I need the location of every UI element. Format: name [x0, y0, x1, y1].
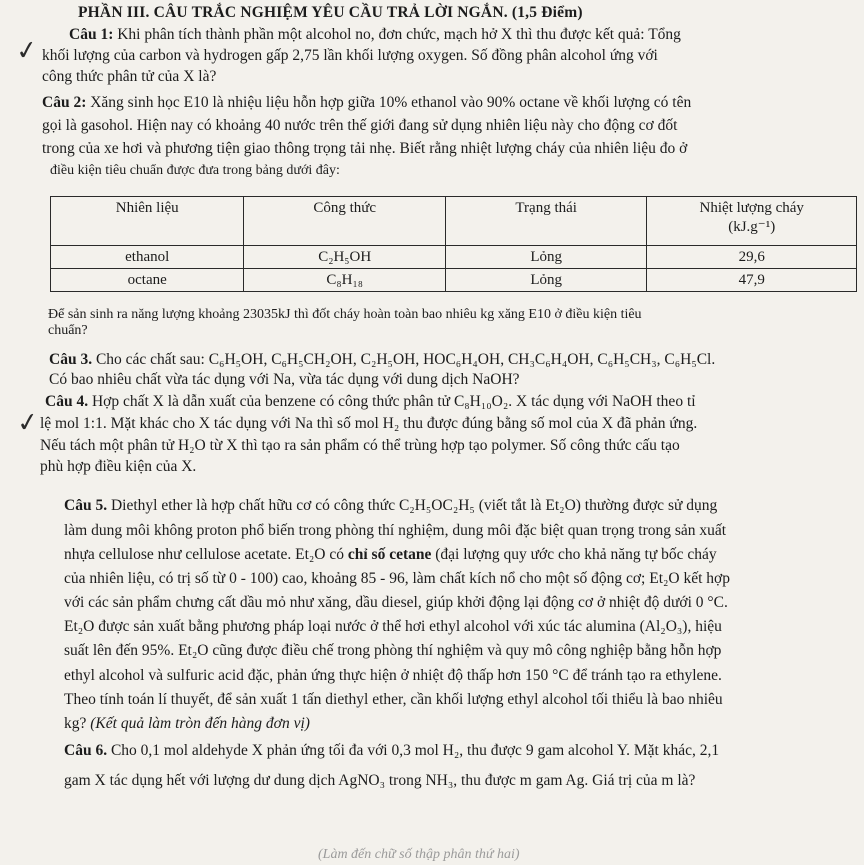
cell-fuel: octane — [51, 269, 244, 292]
header-heat: Nhiệt lượng cháy (kJ.g⁻¹) — [647, 197, 857, 246]
q2-label: Câu 2: — [42, 94, 87, 111]
cell-heat: 47,9 — [647, 269, 857, 292]
q1-line2: khối lượng của carbon và hydrogen gấp 2,75 lần khối lượng oxygen. Số đồng phân alcohol ứng với — [42, 47, 658, 64]
header-heat-unit: (kJ.g⁻¹) — [728, 219, 776, 235]
check-mark-icon: ✓ — [14, 34, 40, 68]
header-fuel: Nhiên liệu — [51, 197, 244, 246]
q5-line6: Et₂O được sản xuất bằng phương pháp loại nước ở thể hơi ethyl alcohol với xúc tác alumina (Al₂O₃), hiệu — [64, 618, 722, 635]
q5-line2: làm dung môi không proton phổ biến trong phòng thí nghiệm, dung môi đặc biệt quan trọng trong sản xuất — [64, 522, 727, 539]
table-row — [51, 269, 857, 292]
q2-line2: gọi là gasohol. Hiện nay có khoảng 40 nước trên thế giới đang sử dụng nhiên liệu này cho động cơ đốt — [42, 117, 678, 134]
q2-line6: chuẩn? — [48, 323, 88, 338]
q5-line9: Theo tính toán lí thuyết, để sản xuất 1 tấn diethyl ether, cần khối lượng ethyl alcohol tối thiểu là bao nhiêu — [64, 691, 723, 708]
table-header-row — [51, 197, 857, 246]
q1-label: Câu 1: — [69, 26, 114, 43]
rounding-note: (Kết quả làm tròn đến hàng đơn vị) — [90, 715, 310, 732]
q4-line2: lệ mol 1:1. Mặt khác cho X tác dụng với Na thì số mol H₂ thu được đúng bằng số mol của X đã phản ứng. — [40, 415, 698, 432]
cell-formula: C₂H₅OH — [244, 246, 446, 269]
header-state: Trạng thái — [445, 197, 647, 246]
header-formula: Công thức — [244, 197, 446, 246]
q3-label: Câu 3. — [49, 351, 93, 368]
q5-line1: Câu 5. Diethyl ether là hợp chất hữu cơ có công thức C₂H₅OC₂H₅ (viết tắt là Et₂O) thường được sử dụng — [64, 497, 718, 514]
cetane-term: chỉ số cetane — [347, 546, 432, 563]
section-title: PHẦN III. CÂU TRẮC NGHIỆM YÊU CẦU TRẢ LỜI NGẮN. (1,5 Điểm) — [78, 4, 583, 21]
cell-formula: C₈H₁₈ — [244, 269, 446, 292]
q1-line1: Câu 1: Khi phân tích thành phần một alcohol no, đơn chức, mạch hở X thì thu được kết quả: Tổng — [69, 26, 681, 43]
q2-line4: điều kiện tiêu chuẩn được đưa trong bảng dưới đây: — [50, 163, 340, 178]
q5-line10: kg? (Kết quả làm tròn đến hàng đơn vị) — [64, 715, 310, 732]
cell-state: Lỏng — [445, 246, 647, 269]
q5-line8: ethyl alcohol và sulfuric acid đặc, phản ứng thực hiện ở nhiệt độ thấp hơn 150 °C để tránh tạo ra ethylene. — [64, 667, 722, 684]
q1-line3: công thức phân tử của X là? — [42, 68, 217, 85]
q2-line3: trong của xe hơi và phương tiện giao thông trọng tải nhẹ. Biết rằng nhiệt lượng cháy của nhiên liệu đo ở — [42, 140, 688, 157]
q6-label: Câu 6. — [64, 742, 108, 759]
q5-line5: với các sản phẩm chưng cất dầu mỏ như xăng, dầu diesel, giúp khởi động lại động cơ ở nhiệt độ dưới 0 °C. — [64, 594, 728, 611]
q4-label: Câu 4. — [45, 393, 89, 410]
q2-line5: Để sản sinh ra năng lượng khoảng 23035kJ thì đốt cháy hoàn toàn bao nhiêu kg xăng E10 ở điều kiện tiêu — [48, 307, 642, 322]
q3-line2: Có bao nhiêu chất vừa tác dụng với Na, vừa tác dụng với dung dịch NaOH? — [49, 371, 520, 388]
q5-label: Câu 5. — [64, 497, 108, 514]
q4-line1: Câu 4. Hợp chất X là dẫn xuất của benzene có công thức phân tử C₈H₁₀O₂. X tác dụng với NaOH theo tỉ — [45, 393, 696, 410]
q5-line7: suất lên đến 95%. Et₂O cũng được điều chế trong phòng thí nghiệm và quy mô công nghiệp bằng hỗn hợp — [64, 642, 722, 659]
table-row — [51, 246, 857, 269]
q5-line3: nhựa cellulose như cellulose acetate. Et₂O có chỉ số cetane (đại lượng quy ước cho khả năng tự bốc cháy — [64, 546, 717, 563]
q6-line2: gam X tác dụng hết với lượng dư dung dịch AgNO₃ trong NH₃, thu được m gam Ag. Giá trị của m là? — [64, 772, 696, 789]
cell-state: Lỏng — [445, 269, 647, 292]
q5-line4: của nhiên liệu, có trị số từ 0 - 100) cao, khoảng 85 - 96, làm chất kích nổ cho một số động cơ; Et₂O kết hợp — [64, 570, 730, 587]
q2-line1: Câu 2: Xăng sinh học E10 là nhiệu liệu hỗn hợp giữa 10% ethanol vào 90% octane về khối lượng có tên — [42, 94, 692, 111]
q6-line1: Câu 6. Cho 0,1 mol aldehyde X phản ứng tối đa với 0,3 mol H₂, thu được 9 gam alcohol Y. Mặt khác, 2,1 — [64, 742, 720, 759]
q4-line3: Nếu tách một phân tử H₂O từ X thì tạo ra sản phẩm có thể trùng hợp tạo polymer. Số công thức cấu tạo — [40, 437, 680, 454]
footer-note: (Làm đến chữ số thập phân thứ hai) — [318, 847, 520, 862]
q4-line4: phù hợp điều kiện của X. — [40, 458, 197, 475]
cell-heat: 29,6 — [647, 246, 857, 269]
fuel-table — [50, 196, 857, 292]
cell-fuel: ethanol — [51, 246, 244, 269]
check-mark-icon: ✓ — [15, 406, 41, 440]
q3-line1: Câu 3. Cho các chất sau: C₆H₅OH, C₆H₅CH₂OH, C₂H₅OH, HOC₆H₄OH, CH₃C₆H₄OH, C₆H₅CH₃, C₆H₅Cl. — [49, 351, 716, 368]
